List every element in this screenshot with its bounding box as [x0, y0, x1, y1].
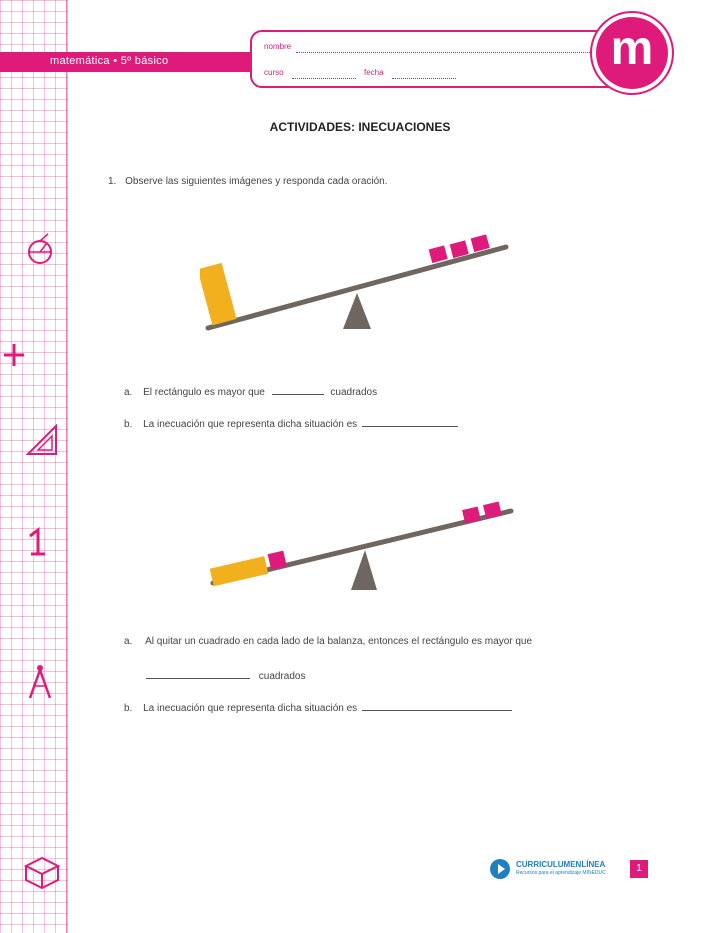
plus-icon — [2, 340, 46, 384]
protractor-icon — [20, 228, 64, 272]
date-field[interactable] — [392, 78, 456, 79]
item-text-after: cuadrados — [330, 387, 378, 398]
square-block — [429, 245, 448, 263]
item-letter: b. — [124, 703, 133, 714]
subject-logo — [596, 17, 668, 89]
item-letter: b. — [124, 419, 133, 430]
set-square-icon — [20, 418, 64, 462]
item-text-after: cuadrados — [258, 671, 306, 682]
curriculum-logo — [490, 857, 630, 881]
fulcrum — [351, 550, 377, 590]
course-field[interactable] — [292, 78, 356, 79]
item-text: La inecuación que representa dicha situación es — [143, 419, 358, 430]
item-1b — [124, 416, 458, 430]
rectangle-block — [200, 263, 237, 325]
page-title: ACTIVIDADES: INECUACIONES — [269, 120, 451, 134]
brand-name: CURRICULUMENLÍNEA — [516, 860, 606, 869]
question-number: 1. — [108, 176, 117, 187]
question-prompt: Observe las siguientes imágenes y responda cada oración. — [125, 176, 388, 187]
answer-blank[interactable] — [362, 416, 458, 427]
play-circle-icon — [490, 859, 510, 879]
question-1 — [108, 176, 388, 187]
item-text: Al quitar un cuadrado en cada lado de la balanza, entonces el rectángulo es mayor que — [145, 636, 533, 647]
item-text: El rectángulo es mayor que — [143, 387, 265, 398]
page-number: 1 — [630, 860, 648, 878]
item-text: La inecuación que representa dicha situación es — [143, 703, 358, 714]
item-letter: a. — [124, 387, 133, 398]
course-label: curso — [264, 68, 284, 77]
grid-margin — [0, 0, 68, 933]
answer-blank[interactable] — [272, 384, 324, 395]
fulcrum — [343, 293, 371, 329]
item-letter: a. — [124, 636, 133, 647]
logo-letter: m — [610, 22, 654, 75]
seesaw-1 — [200, 225, 520, 340]
subject-band — [0, 52, 250, 72]
rectangle-block — [210, 556, 269, 586]
name-label: nombre — [264, 42, 292, 51]
cube-net-icon — [20, 848, 64, 892]
name-field[interactable] — [296, 52, 596, 53]
student-info-box — [250, 30, 620, 88]
item-2b — [124, 700, 512, 714]
square-block — [471, 234, 490, 252]
subject-label: matemática • 5º básico — [50, 55, 169, 67]
item-1a — [124, 384, 377, 398]
date-label: fecha — [364, 68, 384, 77]
number-one-icon — [20, 520, 64, 564]
item-2a — [124, 636, 532, 647]
compass-icon — [20, 660, 64, 704]
seesaw-2 — [205, 488, 525, 598]
brand-tagline: Recursos para el aprendizaje MINEDUC — [516, 870, 606, 876]
answer-blank[interactable] — [146, 668, 250, 679]
item-2a-continued — [146, 668, 305, 682]
answer-blank[interactable] — [362, 700, 512, 711]
